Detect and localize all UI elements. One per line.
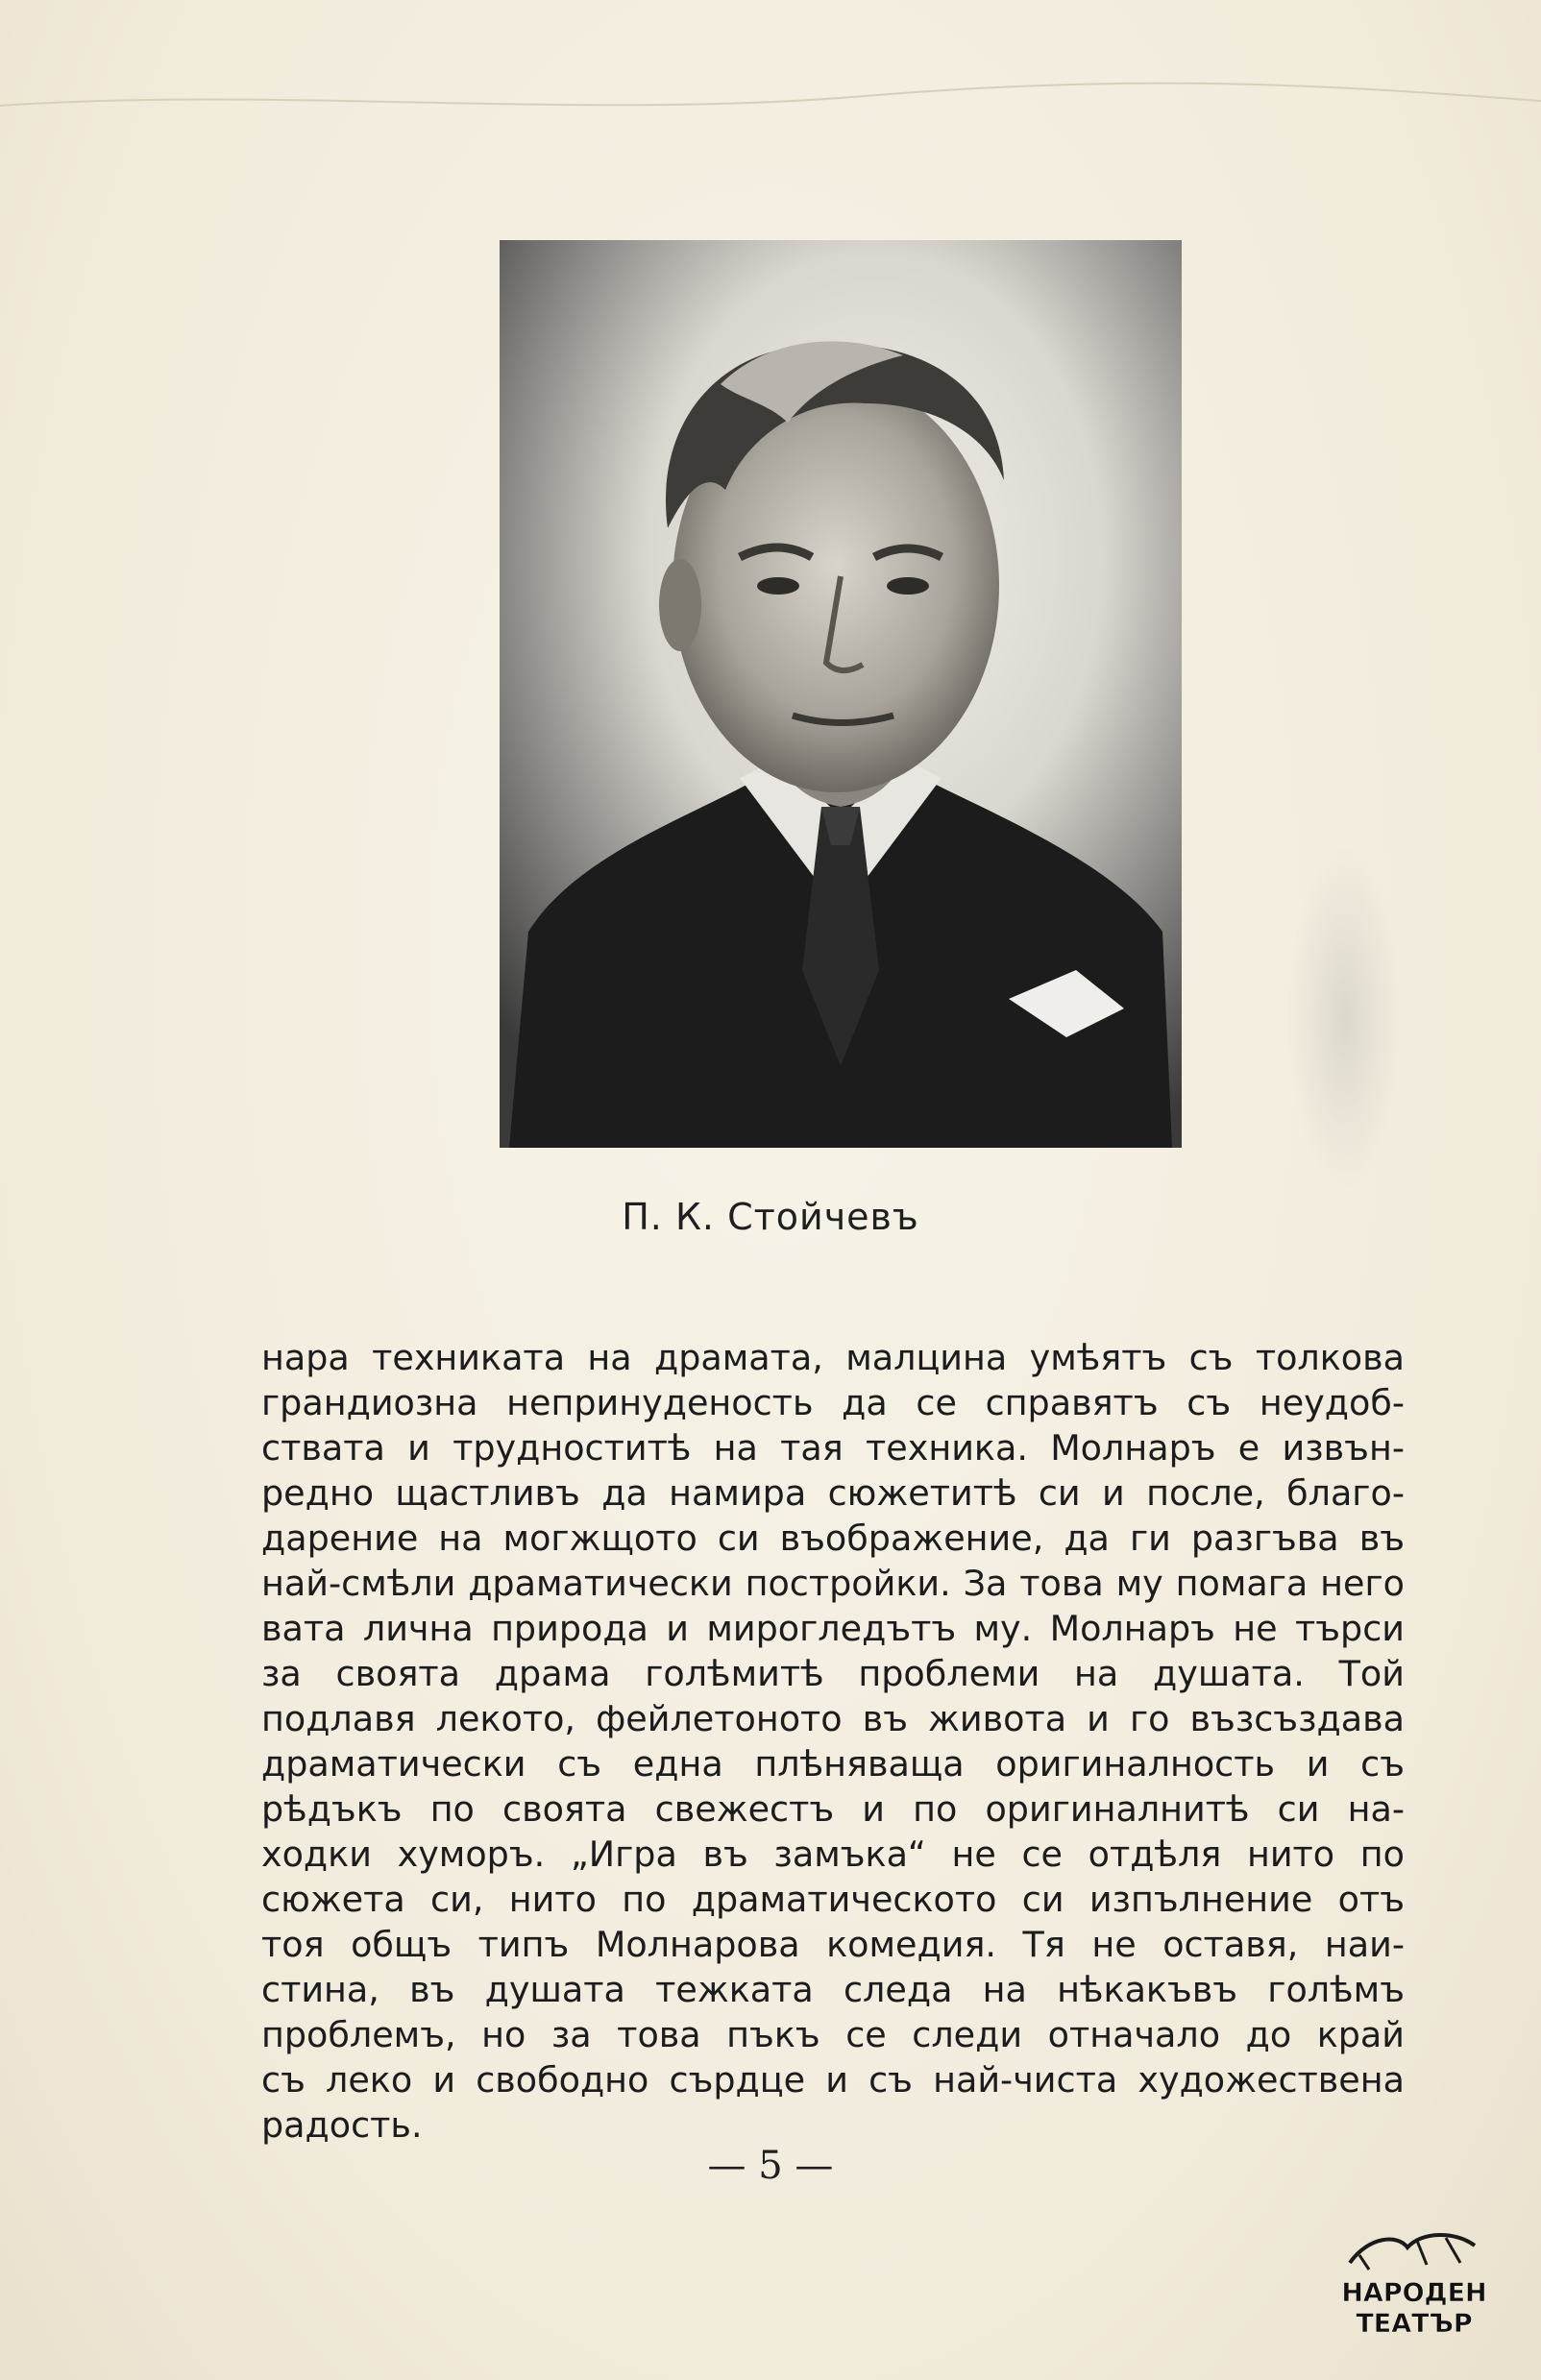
- text-line: дарение на могжщото си въображение, да ги разгъва въ: [261, 1518, 1405, 1559]
- text-line: рѣдъкъ по своята свежестъ и по оригиналнитѣ си на-: [261, 1788, 1405, 1830]
- text-line: стина, въ душата тежката следа на нѣкакъвъ голѣмъ: [261, 1969, 1405, 2010]
- text-line: съ леко и свободно сърдце и съ най-чиста художествена: [261, 2059, 1405, 2101]
- stamp-line2: ТЕАТЪР: [1356, 2309, 1473, 2339]
- text-line: най-смѣли драматически постройки. За това му помага него: [261, 1563, 1405, 1604]
- body-paragraph: [261, 1335, 1405, 2148]
- print-smudge: [1287, 845, 1403, 1191]
- text-line: грандиозна непринуденость да се справятъ съ неудоб-: [261, 1382, 1405, 1423]
- text-line: ствата и трудноститѣ на тая техника. Молнаръ е извън-: [261, 1427, 1405, 1469]
- text-line: драматически съ една плѣняваща оригиналность и съ: [261, 1743, 1405, 1785]
- page-number: — 5 —: [707, 2144, 834, 2188]
- text-line: подлавя лекото, фейлетоното въ живота и го възсъздава: [261, 1698, 1405, 1739]
- text-line: вата лична природа и мирогледътъ му. Молнаръ не търси: [261, 1608, 1405, 1649]
- text-line: нара техниката на драмата, малцина умѣятъ съ толкова: [261, 1337, 1405, 1378]
- text-line: за своята драма голѣмитѣ проблеми на душата. Той: [261, 1653, 1405, 1694]
- portrait-icon: [500, 240, 1182, 1148]
- text-line: ходки хуморъ. „Игра въ замъка“ не се отдѣля нито по: [261, 1834, 1405, 1875]
- portrait-photo: [500, 240, 1182, 1148]
- photo-caption: П. К. Стойчевъ: [622, 1196, 919, 1238]
- text-line: редно щастливъ да намира сюжетитѣ си и после, благо-: [261, 1472, 1405, 1514]
- text-line: радость.: [261, 2104, 423, 2146]
- stamp-line1: НАРОДЕН: [1341, 2278, 1487, 2308]
- text-line: проблемъ, но за това пъкъ се следи отначало до край: [261, 2014, 1405, 2055]
- text-line: сюжета си, нито по драматическото си изпълнение отъ: [261, 1879, 1405, 1920]
- national-theatre-stamp-icon: [1331, 2226, 1499, 2342]
- paper-crease: [0, 67, 1541, 125]
- text-line: тоя общъ типъ Молнарова комедия. Тя не оставя, наи-: [261, 1924, 1405, 1965]
